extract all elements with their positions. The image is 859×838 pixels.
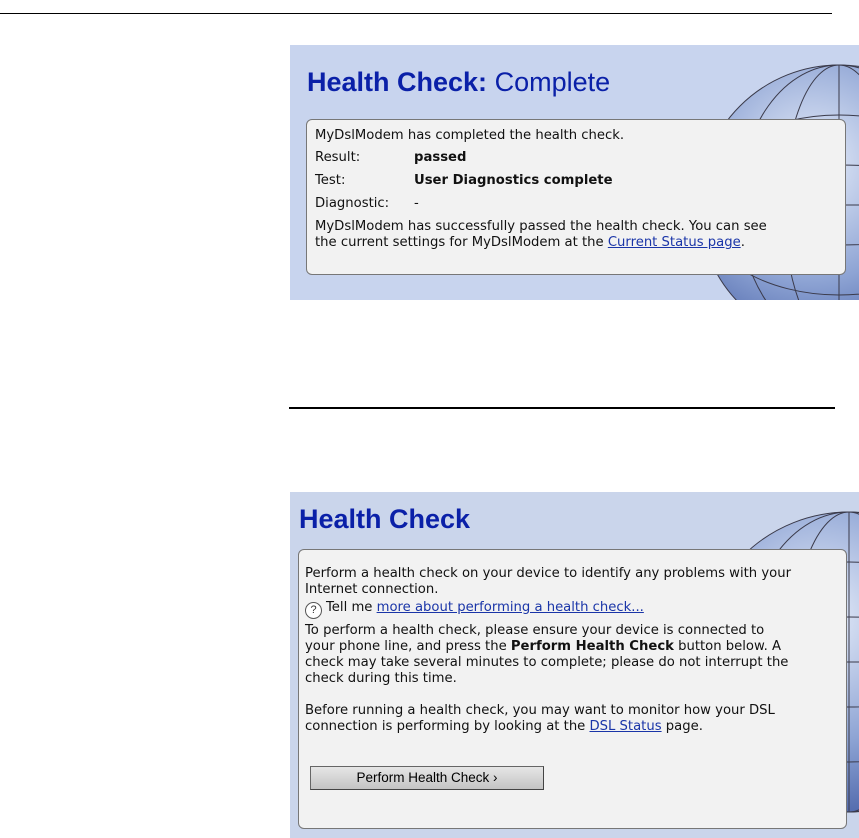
top-rule [0,13,832,14]
intro-line-2: Internet connection. [305,582,439,597]
test-row: Test: User Diagnostics complete [315,173,613,188]
help-question-icon[interactable]: ? [305,602,322,619]
instructions-line-3: check may take several minutes to complete; please do not interrupt the [305,655,789,670]
completion-message: MyDslModem has completed the health check. [315,128,625,143]
intro-line-1: Perform a health check on your device to identify any problems with your [305,566,792,581]
instructions-line-2: your phone line, and press the Perform Health Check button below. A [305,639,781,654]
result-value: passed [414,150,467,165]
dsl-note-line-1: Before running a health check, you may want to monitor how your DSL [305,703,775,718]
panel-title: Health Check: Complete [307,67,611,97]
perform-health-check-button[interactable]: Perform Health Check › [310,766,544,790]
section-divider [289,407,835,409]
test-value: User Diagnostics complete [414,173,613,188]
current-status-link[interactable]: Current Status page [607,235,741,250]
summary-line-2: the current settings for MyDslModem at the Current Status page. [315,235,745,250]
result-box [306,119,846,275]
panel-title: Health Check [299,504,471,534]
info-box [298,549,847,829]
diagnostic-row: Diagnostic: - [315,196,419,211]
instructions-line-4: check during this time. [305,671,457,686]
dsl-note-line-2: connection is performing by looking at the DSL Status page. [305,719,703,734]
health-check-help-link[interactable]: more about performing a health check... [376,600,644,615]
summary-line-1: MyDslModem has successfully passed the health check. You can see [315,219,767,234]
dsl-status-link[interactable]: DSL Status [589,719,662,734]
help-row: ? Tell me more about performing a health check... [305,600,644,619]
instructions-line-1: To perform a health check, please ensure your device is connected to [305,623,765,638]
health-check-panel [290,492,859,838]
health-check-complete-panel [290,45,859,300]
diagnostic-value: - [414,196,419,211]
result-row: Result: passed [315,150,467,165]
